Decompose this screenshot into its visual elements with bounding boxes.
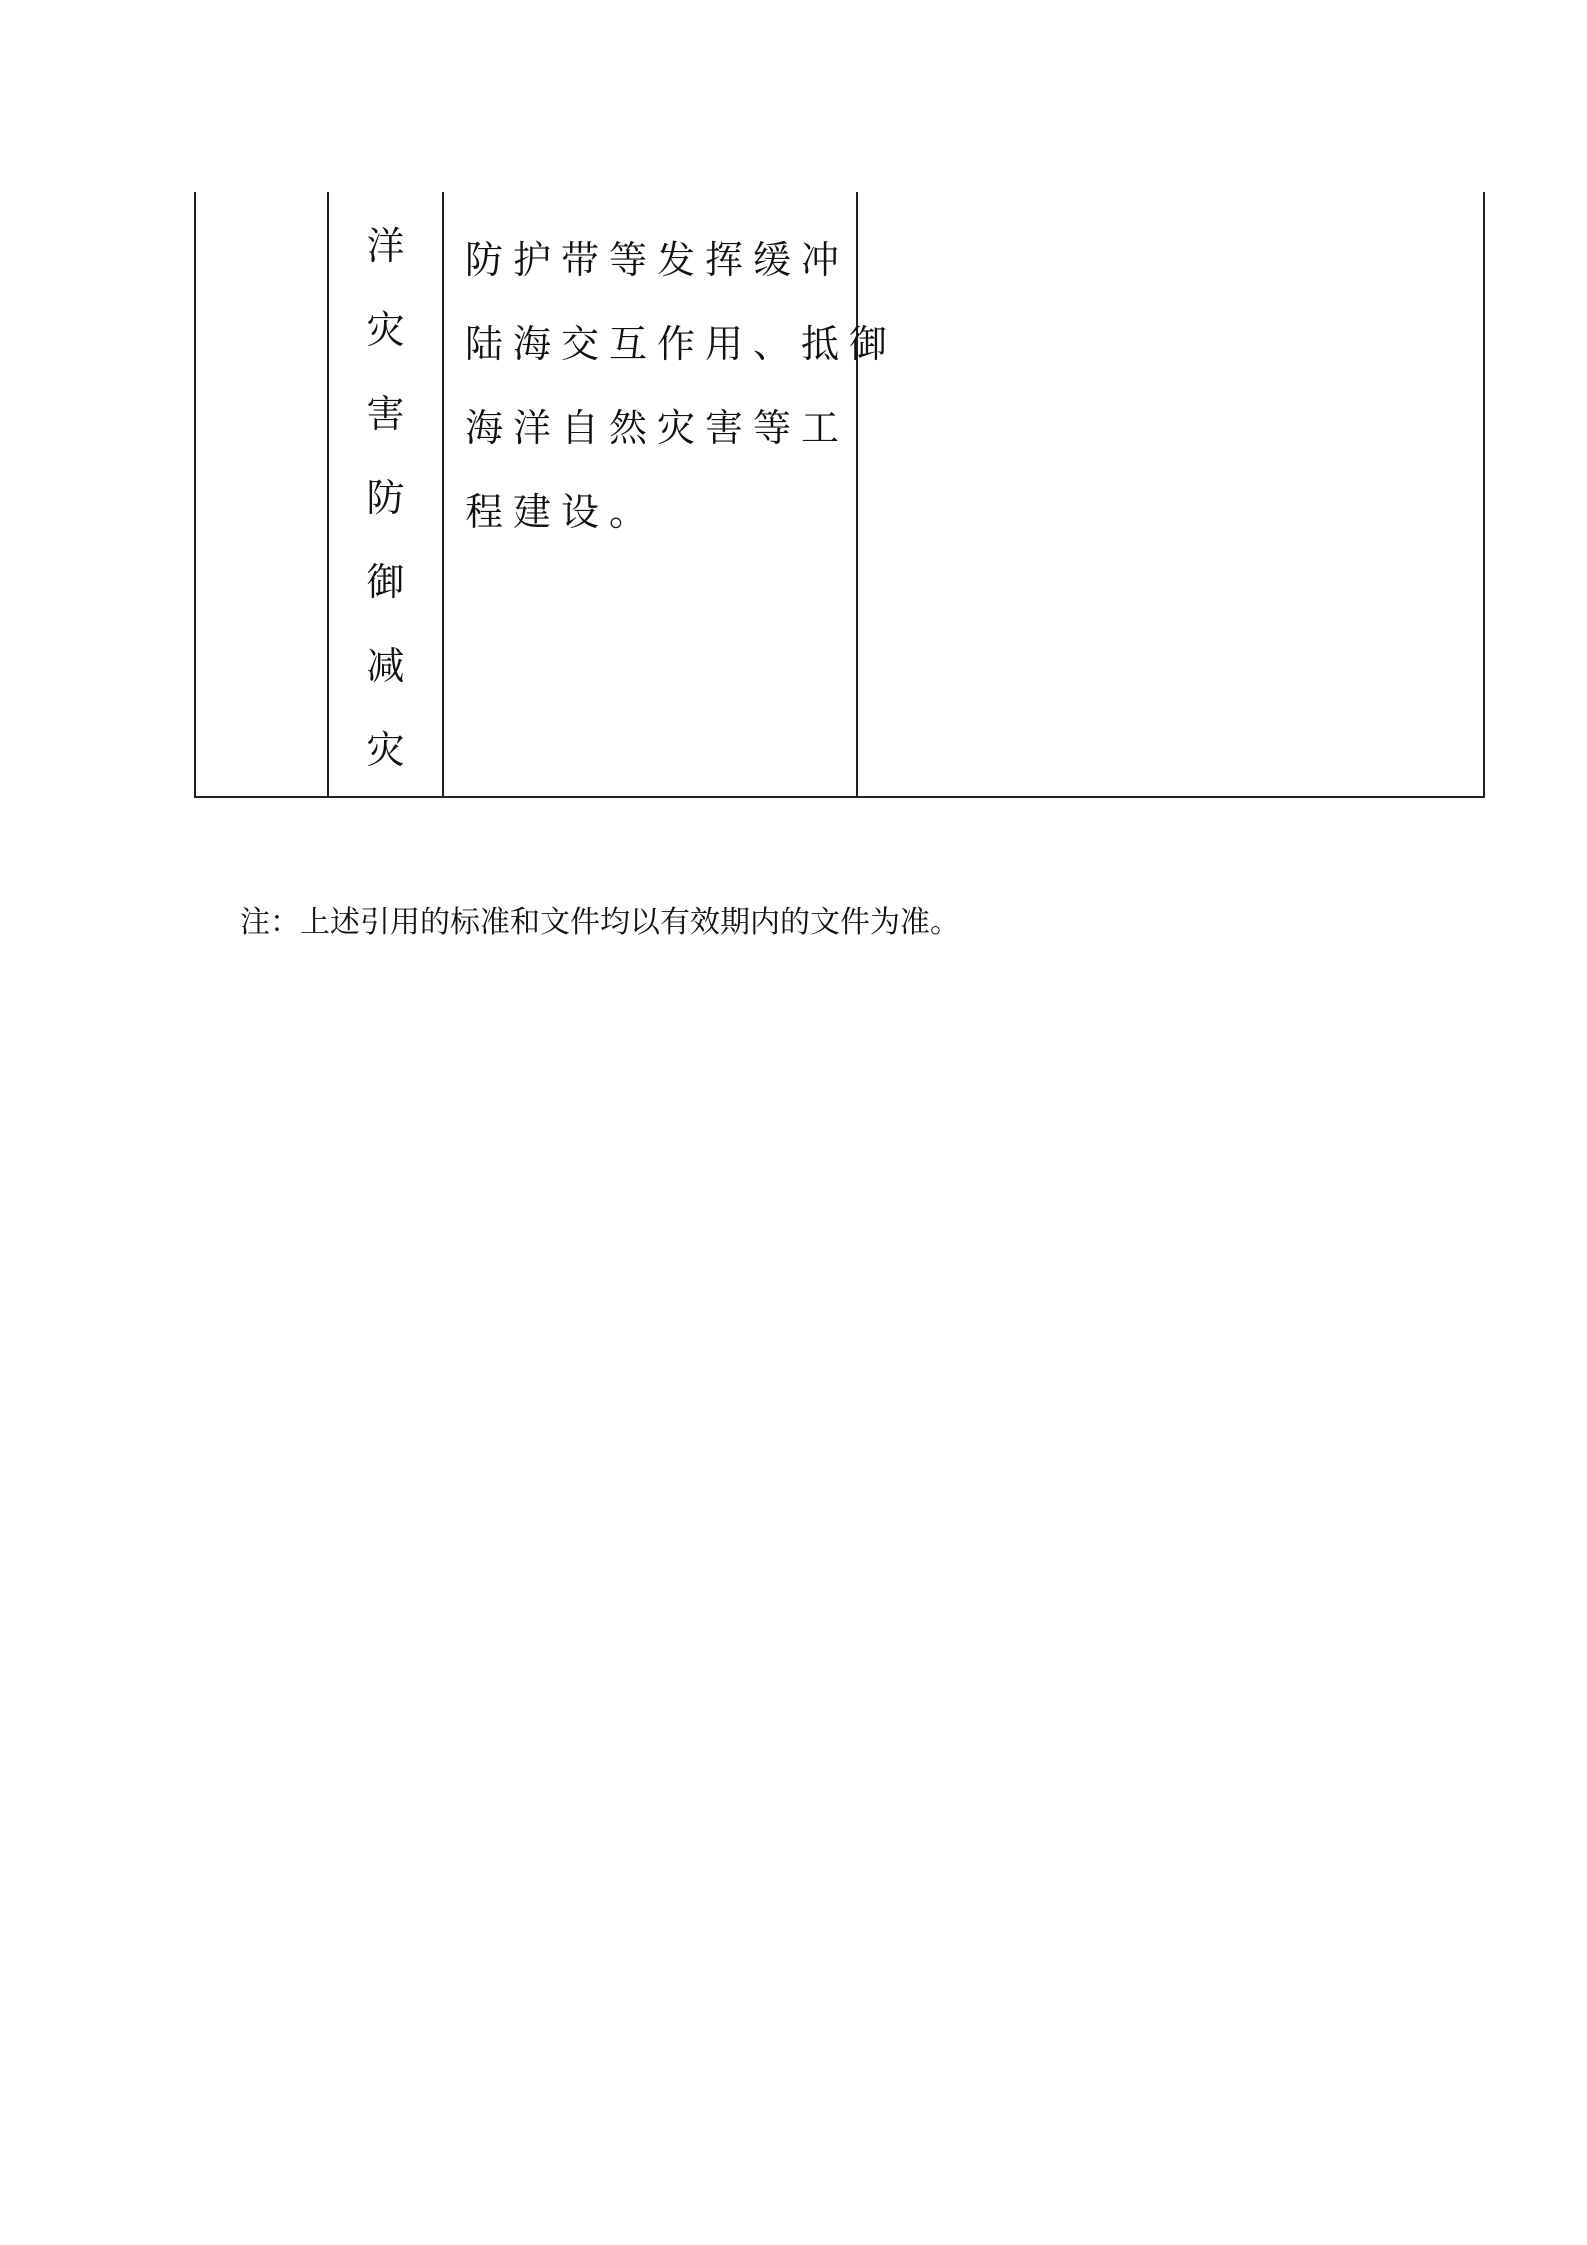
category-char: 灾 (366, 728, 405, 772)
category-vertical-text (329, 204, 442, 792)
category-char: 减 (366, 644, 405, 688)
category-cell (329, 192, 442, 796)
description-cell (465, 218, 898, 554)
footnote: 注：上述引用的标准和文件均以有效期内的文件为准。 (240, 905, 960, 940)
category-char: 防 (366, 476, 405, 520)
column-divider (442, 192, 444, 796)
description-line: 陆海交互作用、抵御 (465, 322, 898, 366)
category-char: 御 (366, 560, 405, 604)
standards-table-fragment (194, 192, 1485, 798)
category-char: 灾 (366, 308, 405, 352)
description-line: 海洋自然灾害等工 (465, 406, 850, 450)
description-line: 防护带等发挥缓冲 (465, 238, 850, 282)
category-char: 洋 (366, 224, 405, 268)
description-line: 程建设。 (465, 490, 658, 534)
column-divider (856, 192, 858, 796)
category-char: 害 (366, 392, 405, 436)
